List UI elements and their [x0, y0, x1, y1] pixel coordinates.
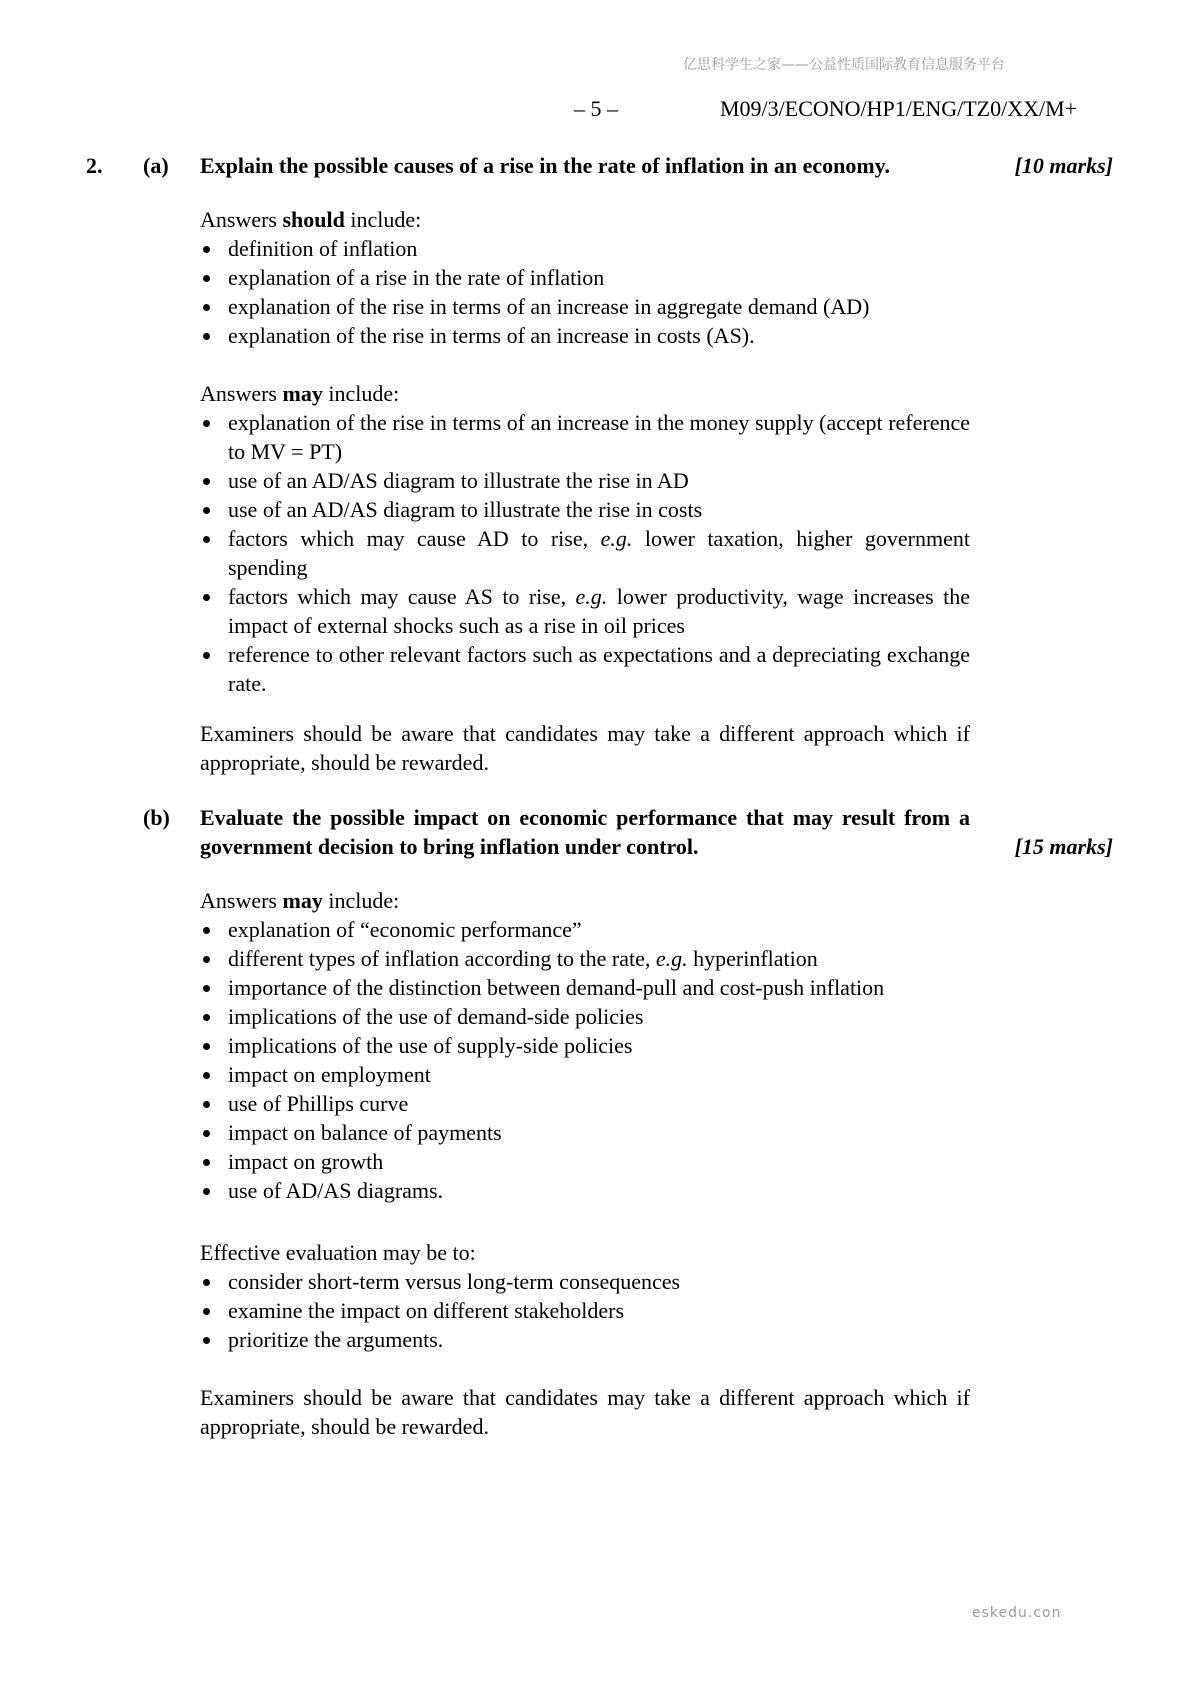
evaluation-list	[200, 1267, 970, 1354]
list-item: explanation of a rise in the rate of inflation	[200, 263, 970, 292]
part-b-marks: [15 marks]	[1014, 834, 1113, 859]
part-a-should-section	[200, 205, 970, 350]
list-item: definition of inflation	[200, 234, 970, 263]
part-a-prompt: Explain the possible causes of a rise in the rate of inflation in an economy.	[200, 153, 890, 178]
list-item: factors which may cause AD to rise, e.g. lower taxation, higher government spending	[200, 524, 970, 582]
list-item: explanation of the rise in terms of an increase in aggregate demand (AD)	[200, 292, 970, 321]
part-a-marks: [10 marks]	[1014, 153, 1113, 178]
page-number: – 5 –	[574, 96, 618, 121]
part-a-examiners-note: Examiners should be aware that candidates may take a different approach which if appropriate, should be rewarded.	[200, 721, 970, 775]
document-code: M09/3/ECONO/HP1/ENG/TZ0/XX/M+	[720, 96, 1078, 121]
should-include-list	[200, 234, 970, 350]
question-number: 2.	[86, 153, 103, 178]
list-item: factors which may cause AS to rise, e.g. lower productivity, wage increases the impact of external shocks such as a rise in oil prices	[200, 582, 970, 640]
list-item: implications of the use of supply-side policies	[200, 1031, 970, 1060]
list-item: reference to other relevant factors such as expectations and a depreciating exchange rate.	[200, 640, 970, 698]
evaluation-intro: Effective evaluation may be to:	[200, 1240, 476, 1265]
part-b-may-section	[200, 886, 970, 1205]
watermark-bottom: eskedu.con	[972, 1605, 1062, 1621]
list-item: prioritize the arguments.	[200, 1325, 970, 1354]
list-item: implications of the use of demand-side policies	[200, 1002, 970, 1031]
part-b-prompt: Evaluate the possible impact on economic performance that may result from a government decision to bring inflation under control.	[200, 805, 970, 859]
list-item: importance of the distinction between demand-pull and cost-push inflation	[200, 973, 970, 1002]
may-include-intro: Answers may include:	[200, 381, 400, 406]
list-item: impact on balance of payments	[200, 1118, 970, 1147]
list-item: use of AD/AS diagrams.	[200, 1176, 970, 1205]
list-item: explanation of the rise in terms of an increase in costs (AS).	[200, 321, 970, 350]
list-item: explanation of “economic performance”	[200, 915, 970, 944]
list-item: examine the impact on different stakeholders	[200, 1296, 970, 1325]
part-a-may-section	[200, 379, 970, 698]
list-item: impact on employment	[200, 1060, 970, 1089]
may-include-intro: Answers may include:	[200, 888, 400, 913]
part-b-label: (b)	[143, 805, 170, 830]
list-item: consider short-term versus long-term consequences	[200, 1267, 970, 1296]
watermark-top: 亿思科学生之家——公益性质国际教育信息服务平台	[683, 57, 1005, 73]
may-include-list	[200, 408, 970, 698]
part-b-examiners-note: Examiners should be aware that candidates may take a different approach which if appropriate, should be rewarded.	[200, 1385, 970, 1439]
list-item: use of Phillips curve	[200, 1089, 970, 1118]
list-item: use of an AD/AS diagram to illustrate the rise in costs	[200, 495, 970, 524]
list-item: impact on growth	[200, 1147, 970, 1176]
list-item: explanation of the rise in terms of an increase in the money supply (accept reference to MV = PT)	[200, 408, 970, 466]
may-include-list	[200, 915, 970, 1205]
part-a-label: (a)	[143, 153, 169, 178]
list-item: different types of inflation according to the rate, e.g. hyperinflation	[200, 944, 970, 973]
list-item: use of an AD/AS diagram to illustrate the rise in AD	[200, 466, 970, 495]
part-b-evaluation-section	[200, 1238, 970, 1354]
should-include-intro: Answers should include:	[200, 207, 422, 232]
